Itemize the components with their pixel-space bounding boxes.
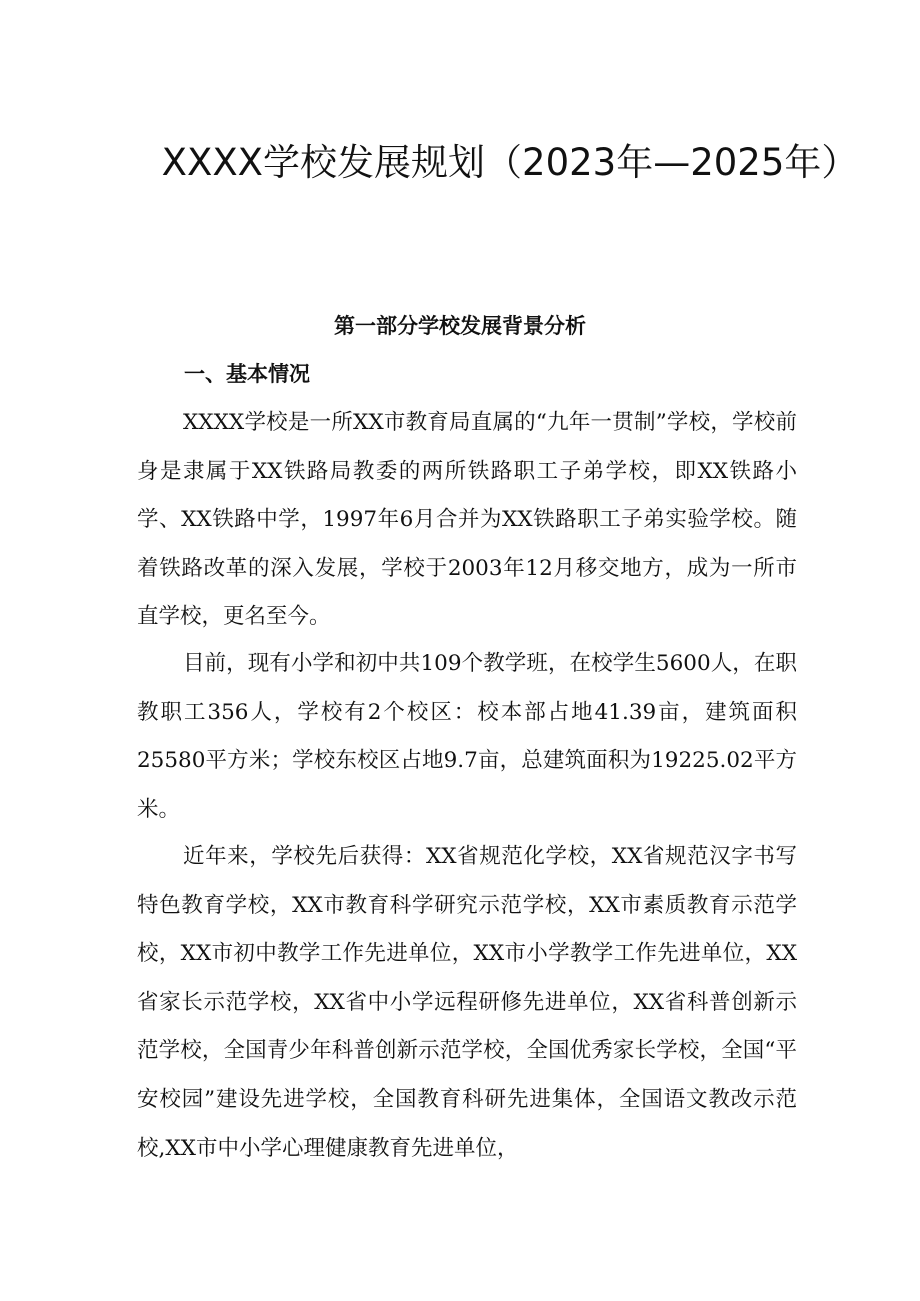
subheading: 一、基本情况 [184, 362, 310, 386]
section-title: 第一部分学校发展背景分析 [334, 314, 586, 338]
paragraph-school-history: XXXX学校是一所XX市教育局直属的“九年一贯制”学校，学校前身是隶属于XX铁路局教委的两所铁路职工子弟学校，即XX铁路小学、XX铁路中学，1997年6月合并为XX铁路职工子弟实验学校。随着铁路改革的深入发展，学校于2003年12月移交地方，成为一所市直学校，更名至今。 [137, 410, 797, 630]
paragraph-school-honors: 近年来，学校先后获得：XX省规范化学校，XX省规范汉字书写特色教育学校，XX市教育科学研究示范学校，XX市素质教育示范学校，XX市初中教学工作先进单位，XX市小学教学工作先进单位，XX省家长示范学校，XX省中小学远程研修先进单位，XX省科普创新示范学校，全国青少年科普创新示范学校，全国优秀家长学校，全国“平安校园”建设先进学校，全国教育科研先进集体，全国语文教改示范校,XX市中小学心理健康教育先进单位， [137, 844, 797, 1161]
paragraph-school-scale: 目前，现有小学和初中共109个教学班，在校学生5600人，在职教职工356人，学校有2个校区：校本部占地41.39亩，建筑面积25580平方米；学校东校区占地9.7亩，总建筑面积为19225.02平方米。 [137, 651, 797, 822]
document-title: XXXX学校发展规划（2023年—2025年） [161, 141, 859, 184]
